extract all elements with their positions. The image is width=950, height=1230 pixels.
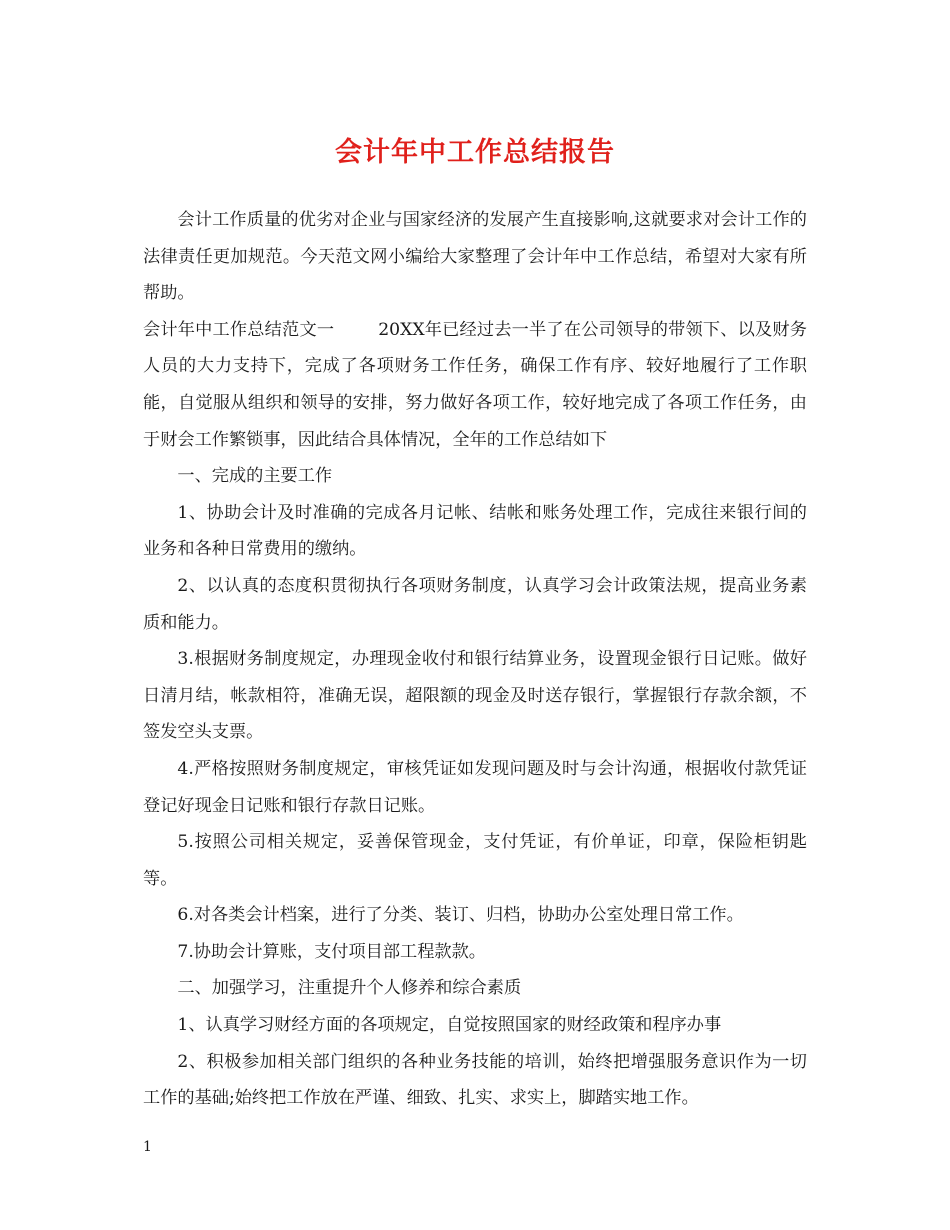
sample-heading: 会计年中工作总结范文一 <box>143 319 335 340</box>
list-item-3: 3.根据财务制度规定，办理现金收付和银行结算业务，设置现金银行日记账。做好日清月结，帐款相符，准确无误，超限额的现金及时送存银行，掌握银行存款余额，不签发空头支票。 <box>143 649 807 743</box>
list-item-1: 1、协助会计及时准确的完成各月记帐、结帐和账务处理工作，完成往来银行间的业务和各种日常费用的缴纳。 <box>143 502 807 560</box>
list-item-5: 5.按照公司相关规定，妥善保管现金，支付凭证，有价单证，印章，保险柜钥匙等。 <box>143 832 807 889</box>
document-title: 会计年中工作总结报告 <box>335 137 615 168</box>
list-item-2: 2、以认真的态度积贯彻执行各项财务制度，认真学习会计政策法规，提高业务素质和能力。 <box>143 575 807 633</box>
intro-paragraph: 会计工作质量的优劣对企业与国家经济的发展产生直接影响,这就要求对会计工作的法律责任更加规范。今天范文网小编给大家整理了会计年中工作总结，希望对大家有所帮助。 <box>143 210 807 304</box>
page-number: 1 <box>143 1139 152 1155</box>
sample-intro: 20XX年已经过去一半了在公司领导的带领下、以及财务人员的大力支持下，完成了各项财务工作任务，确保工作有序、较好地履行了工作职能，自觉服从组织和领导的安排，努力做好各项工作，较好地完成了各项工作任务，由于财会工作繁锁事，因此结合具体情况，全年的工作总结如下 <box>143 319 807 450</box>
document-body <box>143 202 807 1117</box>
list-item-4: 4.严格按照财务制度规定，审核凭证如发现问题及时与会计沟通，根据收付款凭证登记好现金日记账和银行存款日记账。 <box>143 758 807 816</box>
sample-paragraph <box>143 312 807 458</box>
section-heading-2: 二、加强学习，注重提升个人修养和综合素质 <box>177 978 522 999</box>
list-item-9: 2、积极参加相关部门组织的各种业务技能的培训，始终把增强服务意识作为一切工作的基础;始终把工作放在严谨、细致、扎实、求实上，脚踏实地工作。 <box>143 1051 807 1109</box>
list-item-6: 6.对各类会计档案，进行了分类、装订、归档，协助办公室处理日常工作。 <box>177 905 744 926</box>
list-item-7: 7.协助会计算账，支付项目部工程款款。 <box>177 941 486 962</box>
list-item-8: 1、认真学习财经方面的各项规定，自觉按照国家的财经政策和程序办事 <box>177 1015 722 1036</box>
section-heading-1: 一、完成的主要工作 <box>177 466 333 487</box>
